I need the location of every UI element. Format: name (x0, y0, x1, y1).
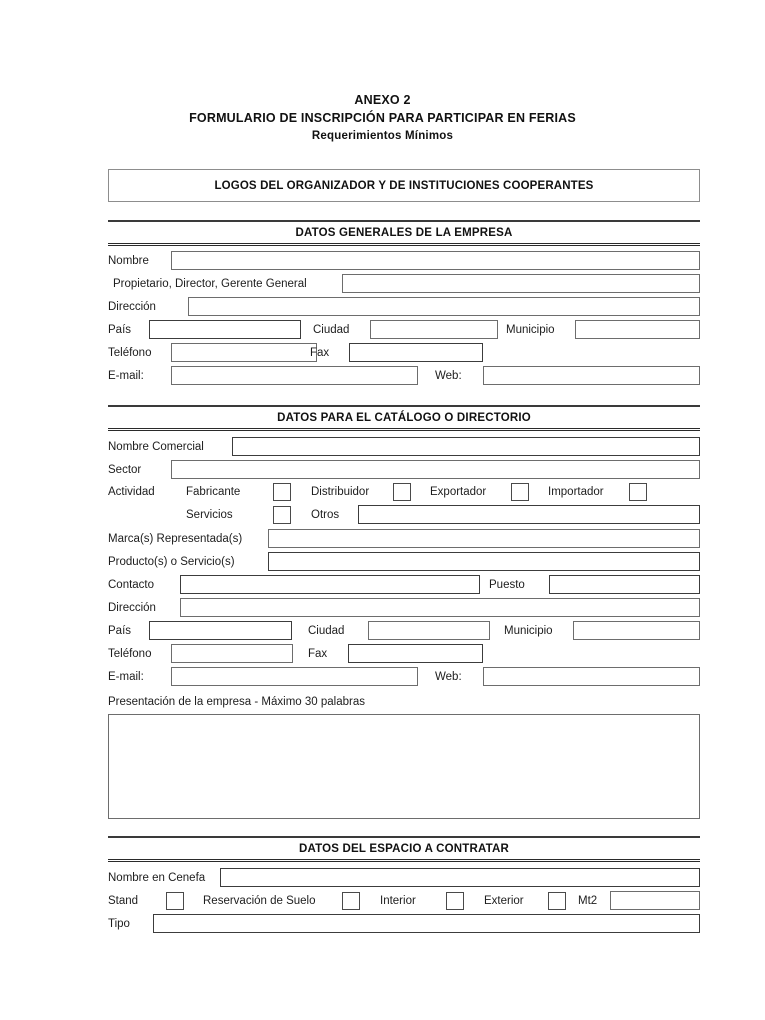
field-row-propietario (108, 274, 700, 294)
label-telefono: Teléfono (108, 648, 152, 660)
section-header-label: DATOS PARA EL CATÁLOGO O DIRECTORIO (277, 412, 531, 424)
label-web: Web: (435, 370, 462, 382)
section-header-espacio (108, 836, 700, 860)
input-web[interactable] (483, 667, 700, 686)
label-puesto: Puesto (489, 579, 525, 591)
label-distribuidor: Distribuidor (311, 486, 370, 498)
input-nombre[interactable] (171, 251, 700, 270)
input-propietario[interactable] (342, 274, 700, 293)
label-telefono: Teléfono (108, 347, 152, 359)
label-exterior: Exterior (484, 895, 524, 907)
logos-banner-box (108, 169, 700, 202)
label-nombre-comercial: Nombre Comercial (108, 441, 204, 453)
textarea-presentacion[interactable] (108, 714, 700, 819)
field-row-direccion-contacto (108, 598, 700, 618)
title-annex: ANEXO 2 (354, 93, 411, 107)
label-productos: Producto(s) o Servicio(s) (108, 556, 235, 568)
section-header-datos-generales (108, 220, 700, 244)
label-ciudad: Ciudad (313, 324, 350, 336)
checkbox-fabricante[interactable] (273, 483, 291, 501)
field-row-stand-options (108, 891, 700, 911)
label-municipio: Municipio (506, 324, 555, 336)
label-exportador: Exportador (430, 486, 487, 498)
input-telefono[interactable] (171, 343, 317, 362)
field-row-email-web (108, 366, 700, 386)
checkbox-exterior[interactable] (548, 892, 566, 910)
label-sector: Sector (108, 464, 142, 476)
label-direccion: Dirección (108, 602, 156, 614)
label-fabricante: Fabricante (186, 486, 241, 498)
input-contacto[interactable] (180, 575, 480, 594)
input-direccion[interactable] (180, 598, 700, 617)
field-row-tipo (108, 914, 700, 934)
label-importador: Importador (548, 486, 604, 498)
section-header-catalogo (108, 405, 700, 429)
field-row-nombre (108, 251, 700, 271)
field-row-nombre-cenefa (108, 868, 700, 888)
label-reservacion-suelo: Reservación de Suelo (203, 895, 316, 907)
label-fax: Fax (310, 347, 330, 359)
input-nombre-comercial[interactable] (232, 437, 700, 456)
input-pais[interactable] (149, 621, 292, 640)
checkbox-exportador[interactable] (511, 483, 529, 501)
logos-banner-label: LOGOS DEL ORGANIZADOR Y DE INSTITUCIONES COOPERANTES (214, 179, 594, 192)
input-fax[interactable] (349, 343, 483, 362)
label-propietario: Propietario, Director, Gerente General (113, 278, 307, 290)
field-row-pais-ciudad-municipio-contacto (108, 621, 700, 641)
field-row-marcas (108, 529, 700, 549)
field-row-contacto-puesto (108, 575, 700, 595)
title-form-name: FORMULARIO DE INSCRIPCIÓN PARA PARTICIPAR EN FERIAS (189, 111, 576, 125)
label-email: E-mail: (108, 671, 144, 683)
section-header-label: DATOS DEL ESPACIO A CONTRATAR (298, 843, 510, 855)
checkbox-importador[interactable] (629, 483, 647, 501)
field-row-direccion (108, 297, 700, 317)
label-ciudad: Ciudad (308, 625, 345, 637)
checkbox-servicios[interactable] (273, 506, 291, 524)
field-row-email-web-contacto (108, 667, 700, 687)
label-pais: País (108, 625, 132, 637)
input-telefono[interactable] (171, 644, 293, 663)
label-presentacion: Presentación de la empresa - Máximo 30 palabras (108, 696, 365, 708)
input-tipo[interactable] (153, 914, 700, 933)
input-productos[interactable] (268, 552, 700, 571)
label-pais: País (108, 324, 132, 336)
label-interior: Interior (380, 895, 416, 907)
input-marcas[interactable] (268, 529, 700, 548)
label-servicios: Servicios (186, 509, 233, 521)
checkbox-reservacion-suelo[interactable] (342, 892, 360, 910)
input-ciudad[interactable] (368, 621, 490, 640)
section-rule (108, 430, 700, 432)
section-rule (108, 245, 700, 247)
input-ciudad[interactable] (370, 320, 498, 339)
input-otros[interactable] (358, 505, 700, 524)
label-fax: Fax (308, 648, 328, 660)
label-web: Web: (435, 671, 462, 683)
input-fax[interactable] (348, 644, 483, 663)
field-row-nombre-comercial (108, 437, 700, 457)
input-web[interactable] (483, 366, 700, 385)
field-row-pais-ciudad-municipio (108, 320, 700, 340)
input-puesto[interactable] (549, 575, 700, 594)
input-email[interactable] (171, 667, 418, 686)
input-email[interactable] (171, 366, 418, 385)
label-otros: Otros (311, 509, 340, 521)
checkbox-distribuidor[interactable] (393, 483, 411, 501)
input-municipio[interactable] (573, 621, 700, 640)
field-row-productos (108, 552, 700, 572)
input-sector[interactable] (171, 460, 700, 479)
field-row-telefono-fax-contacto (108, 644, 700, 664)
label-contacto: Contacto (108, 579, 155, 591)
input-mt2[interactable] (610, 891, 700, 910)
checkbox-interior[interactable] (446, 892, 464, 910)
field-row-actividad (108, 482, 700, 502)
label-nombre-cenefa: Nombre en Cenefa (108, 872, 206, 884)
input-nombre-cenefa[interactable] (220, 868, 700, 887)
label-mt2: Mt2 (578, 895, 598, 907)
input-municipio[interactable] (575, 320, 700, 339)
field-row-telefono-fax (108, 343, 700, 363)
label-municipio: Municipio (504, 625, 553, 637)
label-marcas: Marca(s) Representada(s) (108, 533, 243, 545)
field-row-sector (108, 460, 700, 480)
title-subtitle: Requerimientos Mínimos (311, 130, 454, 142)
label-actividad: Actividad (108, 486, 155, 498)
field-row-servicios-otros (108, 505, 700, 525)
section-header-label: DATOS GENERALES DE LA EMPRESA (295, 227, 513, 239)
label-nombre: Nombre (108, 255, 149, 267)
input-pais[interactable] (149, 320, 301, 339)
label-direccion: Dirección (108, 301, 156, 313)
label-stand: Stand (108, 895, 139, 907)
checkbox-stand[interactable] (166, 892, 184, 910)
label-tipo: Tipo (108, 918, 130, 930)
section-rule (108, 861, 700, 863)
label-email: E-mail: (108, 370, 144, 382)
document-title-block (0, 92, 765, 145)
input-direccion[interactable] (188, 297, 700, 316)
